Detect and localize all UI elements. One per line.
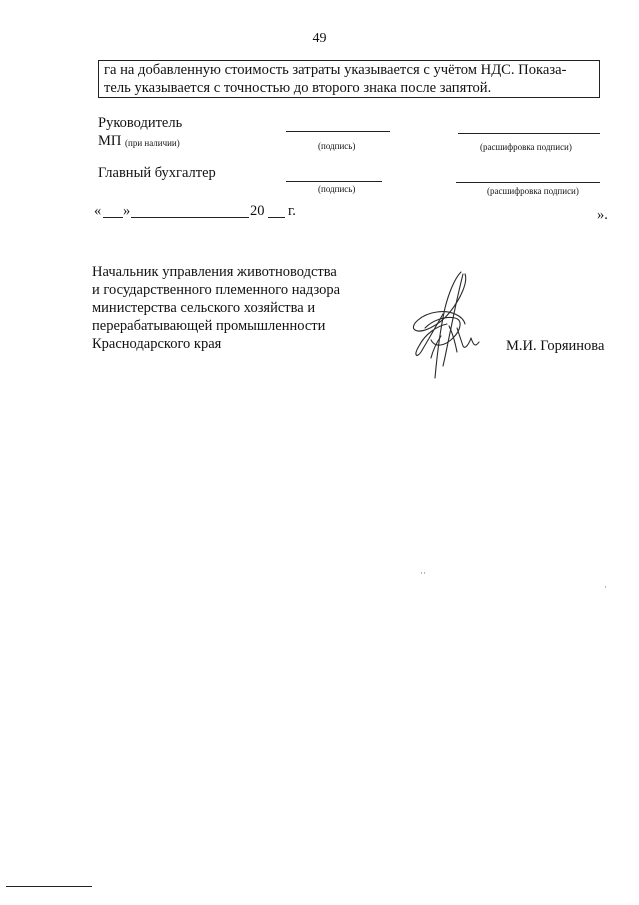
scan-speck: · — [604, 582, 607, 592]
official-title-line: перерабатывающей промышленности — [92, 318, 326, 334]
date-year-suffix: г. — [288, 203, 296, 219]
official-title-line: Краснодарского края — [92, 336, 222, 352]
scan-speck: ·· — [420, 568, 426, 578]
date-year-prefix: 20 — [250, 203, 265, 219]
head-decode-line — [458, 133, 600, 134]
official-title-line: Начальник управления животноводства — [92, 264, 337, 280]
date-open-quote: « — [94, 203, 102, 219]
page-number: 49 — [312, 31, 327, 46]
official-title-line: и государственного племенного надзора — [92, 282, 341, 298]
date-tail: ». — [597, 207, 608, 223]
date-year-line — [268, 217, 285, 218]
date-day-line — [103, 217, 123, 218]
note-line-1: га на добавленную стоимость затраты указывается с учётом НДС. Показа- — [104, 62, 567, 78]
official-name: М.И. Горяинова — [506, 338, 605, 354]
official-title — [92, 263, 392, 353]
handwritten-signature — [405, 268, 485, 383]
accountant-decode-line — [456, 182, 600, 183]
mp-note: (при наличии) — [125, 138, 180, 148]
note-line-2: тель указывается с точностью до второго знака после запятой. — [104, 80, 492, 96]
head-decode-caption: (расшифровка подписи) — [480, 142, 572, 152]
accountant-decode-caption: (расшифровка подписи) — [487, 186, 579, 196]
date-month-line — [131, 217, 249, 218]
head-label: Руководитель — [98, 115, 183, 131]
date-close-quote: » — [123, 203, 131, 219]
head-signature-line — [286, 131, 390, 132]
accountant-label: Главный бухгалтер — [98, 165, 216, 181]
official-title-line: министерства сельского хозяйства и — [92, 300, 316, 316]
accountant-signature-caption: (подпись) — [318, 184, 356, 194]
mp-label: МП — [98, 133, 122, 149]
head-signature-caption: (подпись) — [318, 141, 356, 151]
footnote-separator — [6, 886, 92, 887]
accountant-signature-line — [286, 181, 382, 182]
